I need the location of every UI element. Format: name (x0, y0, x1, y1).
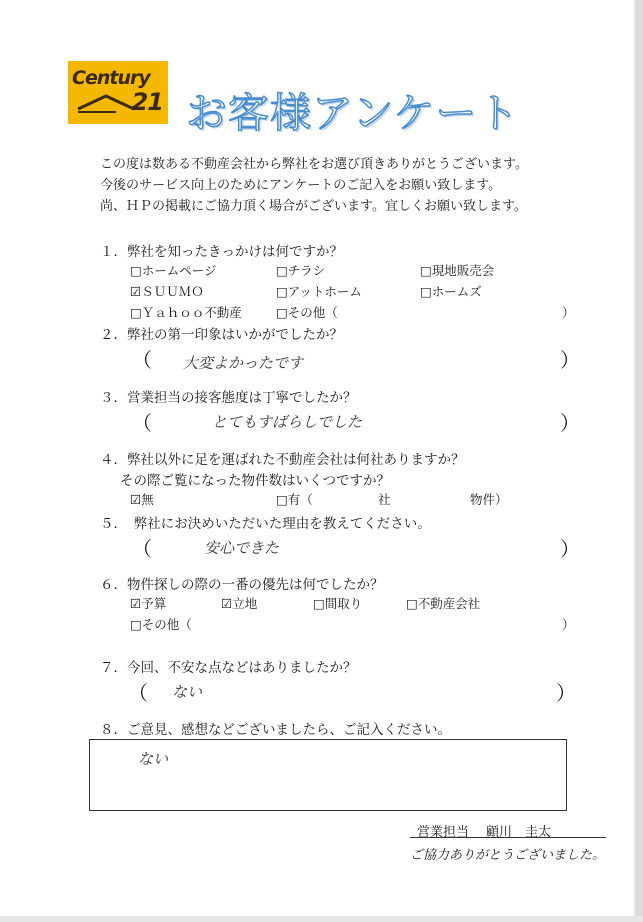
q6-option-location[interactable]: ☑立地 (221, 596, 258, 611)
thanks-message: ご協力ありがとうございました。 (410, 848, 606, 863)
q2-paren-close: ） (560, 348, 580, 372)
q1-option-suumo[interactable]: ☑ＳＵＵＭＯ (130, 284, 204, 299)
q6-other-close: ） (562, 617, 575, 632)
intro-line-2: 今後のサービス向上のためにアンケートのご記入をお願い致します。 (100, 178, 502, 193)
logo-word: Century (72, 67, 150, 89)
intro-line-1: この度は数ある不動産会社から弊社をお選び頂きありがとうございます。 (100, 157, 528, 172)
question-2: ２．弊社の第一印象はいかがでしたか？ (100, 327, 343, 343)
q2-answer[interactable]: 大変よかったです (183, 354, 304, 372)
q5-paren-close: ） (560, 537, 580, 561)
question-5: ５． 弊社にお決めいただいた理由を教えてください。 (100, 516, 431, 532)
question-8: ８．ご意見、感想などございましたら、ご記入ください。 (100, 722, 451, 738)
scan-edge-bottom (0, 916, 643, 922)
question-6: ６．物件探しの際の一番の優先は何でしたか？ (100, 577, 384, 593)
q1-option-yahoo[interactable]: □Ｙａｈｏｏ不動産 (130, 305, 242, 320)
q7-paren-open: （ (128, 681, 148, 705)
q6-option-layout[interactable]: □間取り (313, 596, 363, 611)
q7-answer[interactable]: ない (172, 683, 203, 701)
q1-other-close: ） (562, 305, 575, 320)
question-3: ３．営業担当の接客態度は丁寧でしたか？ (100, 390, 357, 406)
question-4: ４．弊社以外に足を運ばれた不動産会社は何社ありますか？ (100, 452, 465, 468)
question-4-sub: その際ご覧になった物件数はいくつですか？ (120, 473, 390, 489)
sales-name: 顧川 圭太 (486, 825, 552, 840)
q3-paren-close: ） (560, 411, 580, 435)
house-roof-icon (76, 93, 136, 113)
q1-option-open-house[interactable]: □現地販売会 (420, 263, 495, 278)
intro-line-3: 尚、ＨＰの掲載にご協力頂く場合がございます。宜しくお願い致します。 (100, 199, 527, 214)
q5-paren-open: （ (132, 537, 152, 561)
q5-answer[interactable]: 安心できた (204, 539, 280, 557)
logo-number: 21 (131, 88, 163, 116)
q1-option-other[interactable]: □その他（ (276, 305, 338, 320)
q6-option-budget[interactable]: ☑予算 (130, 596, 167, 611)
q1-option-flyer[interactable]: □チラシ (276, 263, 326, 278)
q6-option-company[interactable]: □不動産会社 (406, 596, 481, 611)
q4-option-none[interactable]: ☑無 (130, 492, 154, 507)
century21-logo (68, 61, 168, 124)
q8-answer[interactable]: ない (138, 750, 169, 768)
question-7: ７．今回、不安な点などはありましたか？ (100, 660, 357, 676)
page-title: お客様アンケート (186, 89, 520, 137)
q1-option-homes[interactable]: □ホームズ (420, 284, 482, 299)
signature-line (410, 837, 606, 838)
q2-paren-open: （ (132, 348, 152, 372)
q1-option-homepage[interactable]: □ホームページ (130, 263, 217, 278)
scan-edge-right (635, 0, 643, 922)
q4-unit-properties: 物件） (470, 492, 508, 507)
q6-option-other[interactable]: □その他（ (130, 617, 192, 632)
q4-unit-companies: 社 (378, 492, 391, 507)
q4-option-yes[interactable]: □有（ (276, 492, 313, 507)
q3-answer[interactable]: とてもすばらしでした (212, 413, 363, 431)
q7-paren-close: ） (556, 681, 576, 705)
sales-label: 営業担当 (417, 825, 470, 840)
q1-option-athome[interactable]: □アットホーム (276, 284, 362, 299)
q3-paren-open: （ (132, 411, 152, 435)
question-1: １．弊社を知ったきっかけは何ですか？ (100, 244, 343, 260)
